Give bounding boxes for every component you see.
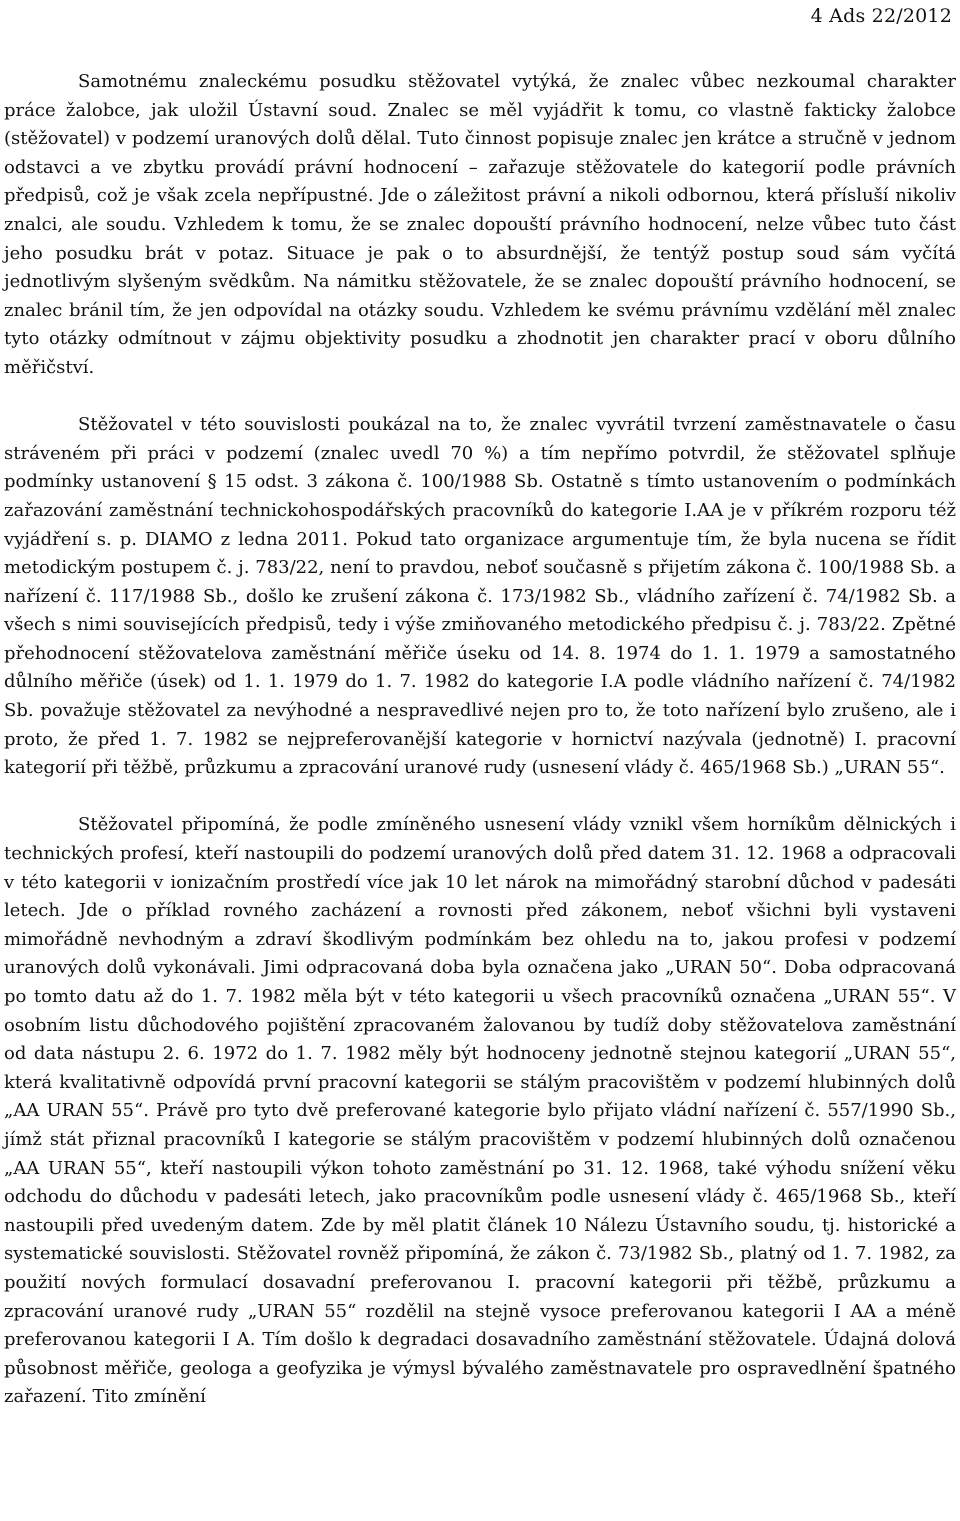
paragraph-government-resolution: Stěžovatel připomíná, že podle zmíněného usnesení vlády vznikl všem horníkům dělnických i technických profesí, kteří nastoupili do podzemí uranových dolů před datem 31. 12. 1968 a odpracovali v této kategorii v ionizačním prostředí více jak 10 let nárok na mimořádný starobní důchod v padesáti letech. Jde o příklad rovného zacházení a rovnosti před zákonem, neboť všichni byli vystaveni mimořádně nevhodným a zdraví škodlivým podmínkám bez ohledu na to, jakou profesi v podzemí uranových dolů vykonávali. Jimi odpracovaná doba byla označena jako „URAN 50“. Doba odpracovaná po tomto datu až do 1. 7. 1982 měla být v této kategorii u všech pracovníků označena „URAN 55“. V osobním listu důchodového pojištění zpracovaném žalovanou by tudíž doby stěžovatelova zaměstnání od data nástupu 2. 6. 1972 do 1. 7. 1982 měly být hodnoceny jednotně stejnou kategorií „URAN 55“, která kvalitativně odpovídá první pracovní kategorii se stálým pracovištěm v podzemí hlubinných dolů „AA URAN 55“. Právě pro tyto dvě preferované kategorie bylo přijato vládní nařízení č. 557/1990 Sb., jímž stát přiznal pracovníků I kategorie se stálým pracovištěm v podzemí hlubinných dolů označenou „AA URAN 55“, kteří nastoupili výkon tohoto zaměstnání po 31. 12. 1968, také výhodu snížení věku odchodu do důchodu v padesáti letech, jako pracovníkům podle usnesení vlády č. 465/1968 Sb., kteří nastoupili před uvedeným datem. Zde by měl platit článek 10 Nálezu Ústavního soudu, tj. historické a systematické souvislosti. Stěžovatel rovněž připomíná, že zákon č. 73/1982 Sb., platný od 1. 7. 1982, za použití nových formulací dosavadní preferovanou I. pracovní kategorii při těžbě, průzkumu a zpracování uranové rudy „URAN 55“ rozdělil na stejně vysoce preferovanou kategorii I AA a méně preferovanou kategorii I A. Tím došlo k degradaci dosavadního zaměstnání stěžovatele. Údajná dolová působnost měřiče, geologa a geofyzika je výmysl bývalého zaměstnavatele pro ospravedlnění špatného zařazení. Tito zmínění — [4, 814, 956, 1408]
paragraph-expert-opinion: Samotnému znaleckému posudku stěžovatel vytýká, že znalec vůbec nezkoumal charakter práce žalobce, jak uložil Ústavní soud. Znalec se měl vyjádřit k tomu, co vlastně fakticky žalobce (stěžovatel) v podzemí uranových dolů dělal. Tuto činnost popisuje znalec jen krátce a stručně v jednom odstavci a ve zbytku provádí právní hodnocení – zařazuje stěžovatele do kategorií podle právních předpisů, což je však zcela nepřípustné. Jde o záležitost právní a nikoli odbornou, která přísluší nikoliv znalci, ale soudu. Vzhledem k tomu, že se znalec dopouští právního hodnocení, nelze vůbec tuto část jeho posudku brát v potaz. Situace je pak o to absurdnější, že tentýž postup soud sám vyčítá jednotlivým slyšeným svědkům. Na námitku stěžovatele, že se znalec dopouští právního hodnocení, se znalec bránil tím, že jen odpovídal na otázky soudu. Vzhledem ke svému právnímu vzdělání měl znalec tyto otázky odmítnout v zájmu objektivity posudku a zhodnotit jen charakter prací v oboru důlního měřičství. — [4, 71, 956, 378]
case-number: 4 Ads 22/2012 — [810, 5, 952, 27]
paragraph-employer-claims: Stěžovatel v této souvislosti poukázal na to, že znalec vyvrátil tvrzení zaměstnavatele o času stráveném při práci v podzemí (znalec uvedl 70 %) a tím nepřímo potvrdil, že stěžovatel splňuje podmínky ustanovení § 15 odst. 3 zákona č. 100/1988 Sb. Ostatně s tímto ustanovením o podmínkách zařazování zaměstnání technickohospodářských pracovníků do kategorie I.AA je v příkrém rozporu též vyjádření s. p. DIAMO z ledna 2011. Pokud tato organizace argumentuje tím, že byla nucena se řídit metodickým postupem č. j. 783/22, není to pravdou, neboť současně s přijetím zákona č. 100/1988 Sb. a nařízení č. 117/1988 Sb., došlo ke zrušení zákona č. 173/1982 Sb., vládního zařízení č. 74/1982 Sb. a všech s nimi souvisejících předpisů, tedy i výše zmiňovaného metodického předpisu č. j. 783/22. Zpětné přehodnocení stěžovatelova zaměstnání měřiče úseku od 14. 8. 1974 do 1. 1. 1979 a samostatného důlního měřiče (úsek) od 1. 1. 1979 do 1. 7. 1982 do kategorie I.A podle vládního nařízení č. 74/1982 Sb. považuje stěžovatel za nevýhodné a nespravedlivé nejen pro to, že toto nařízení bylo zrušeno, ale i proto, že před 1. 7. 1982 se nejpreferovanější kategorie v hornictví nazývala (jednotně) I. pracovní kategorií při těžbě, průzkumu a zpracování uranové rudy (usnesení vlády č. 465/1968 Sb.) „URAN 55“. — [4, 414, 956, 779]
document-body — [4, 68, 956, 1412]
